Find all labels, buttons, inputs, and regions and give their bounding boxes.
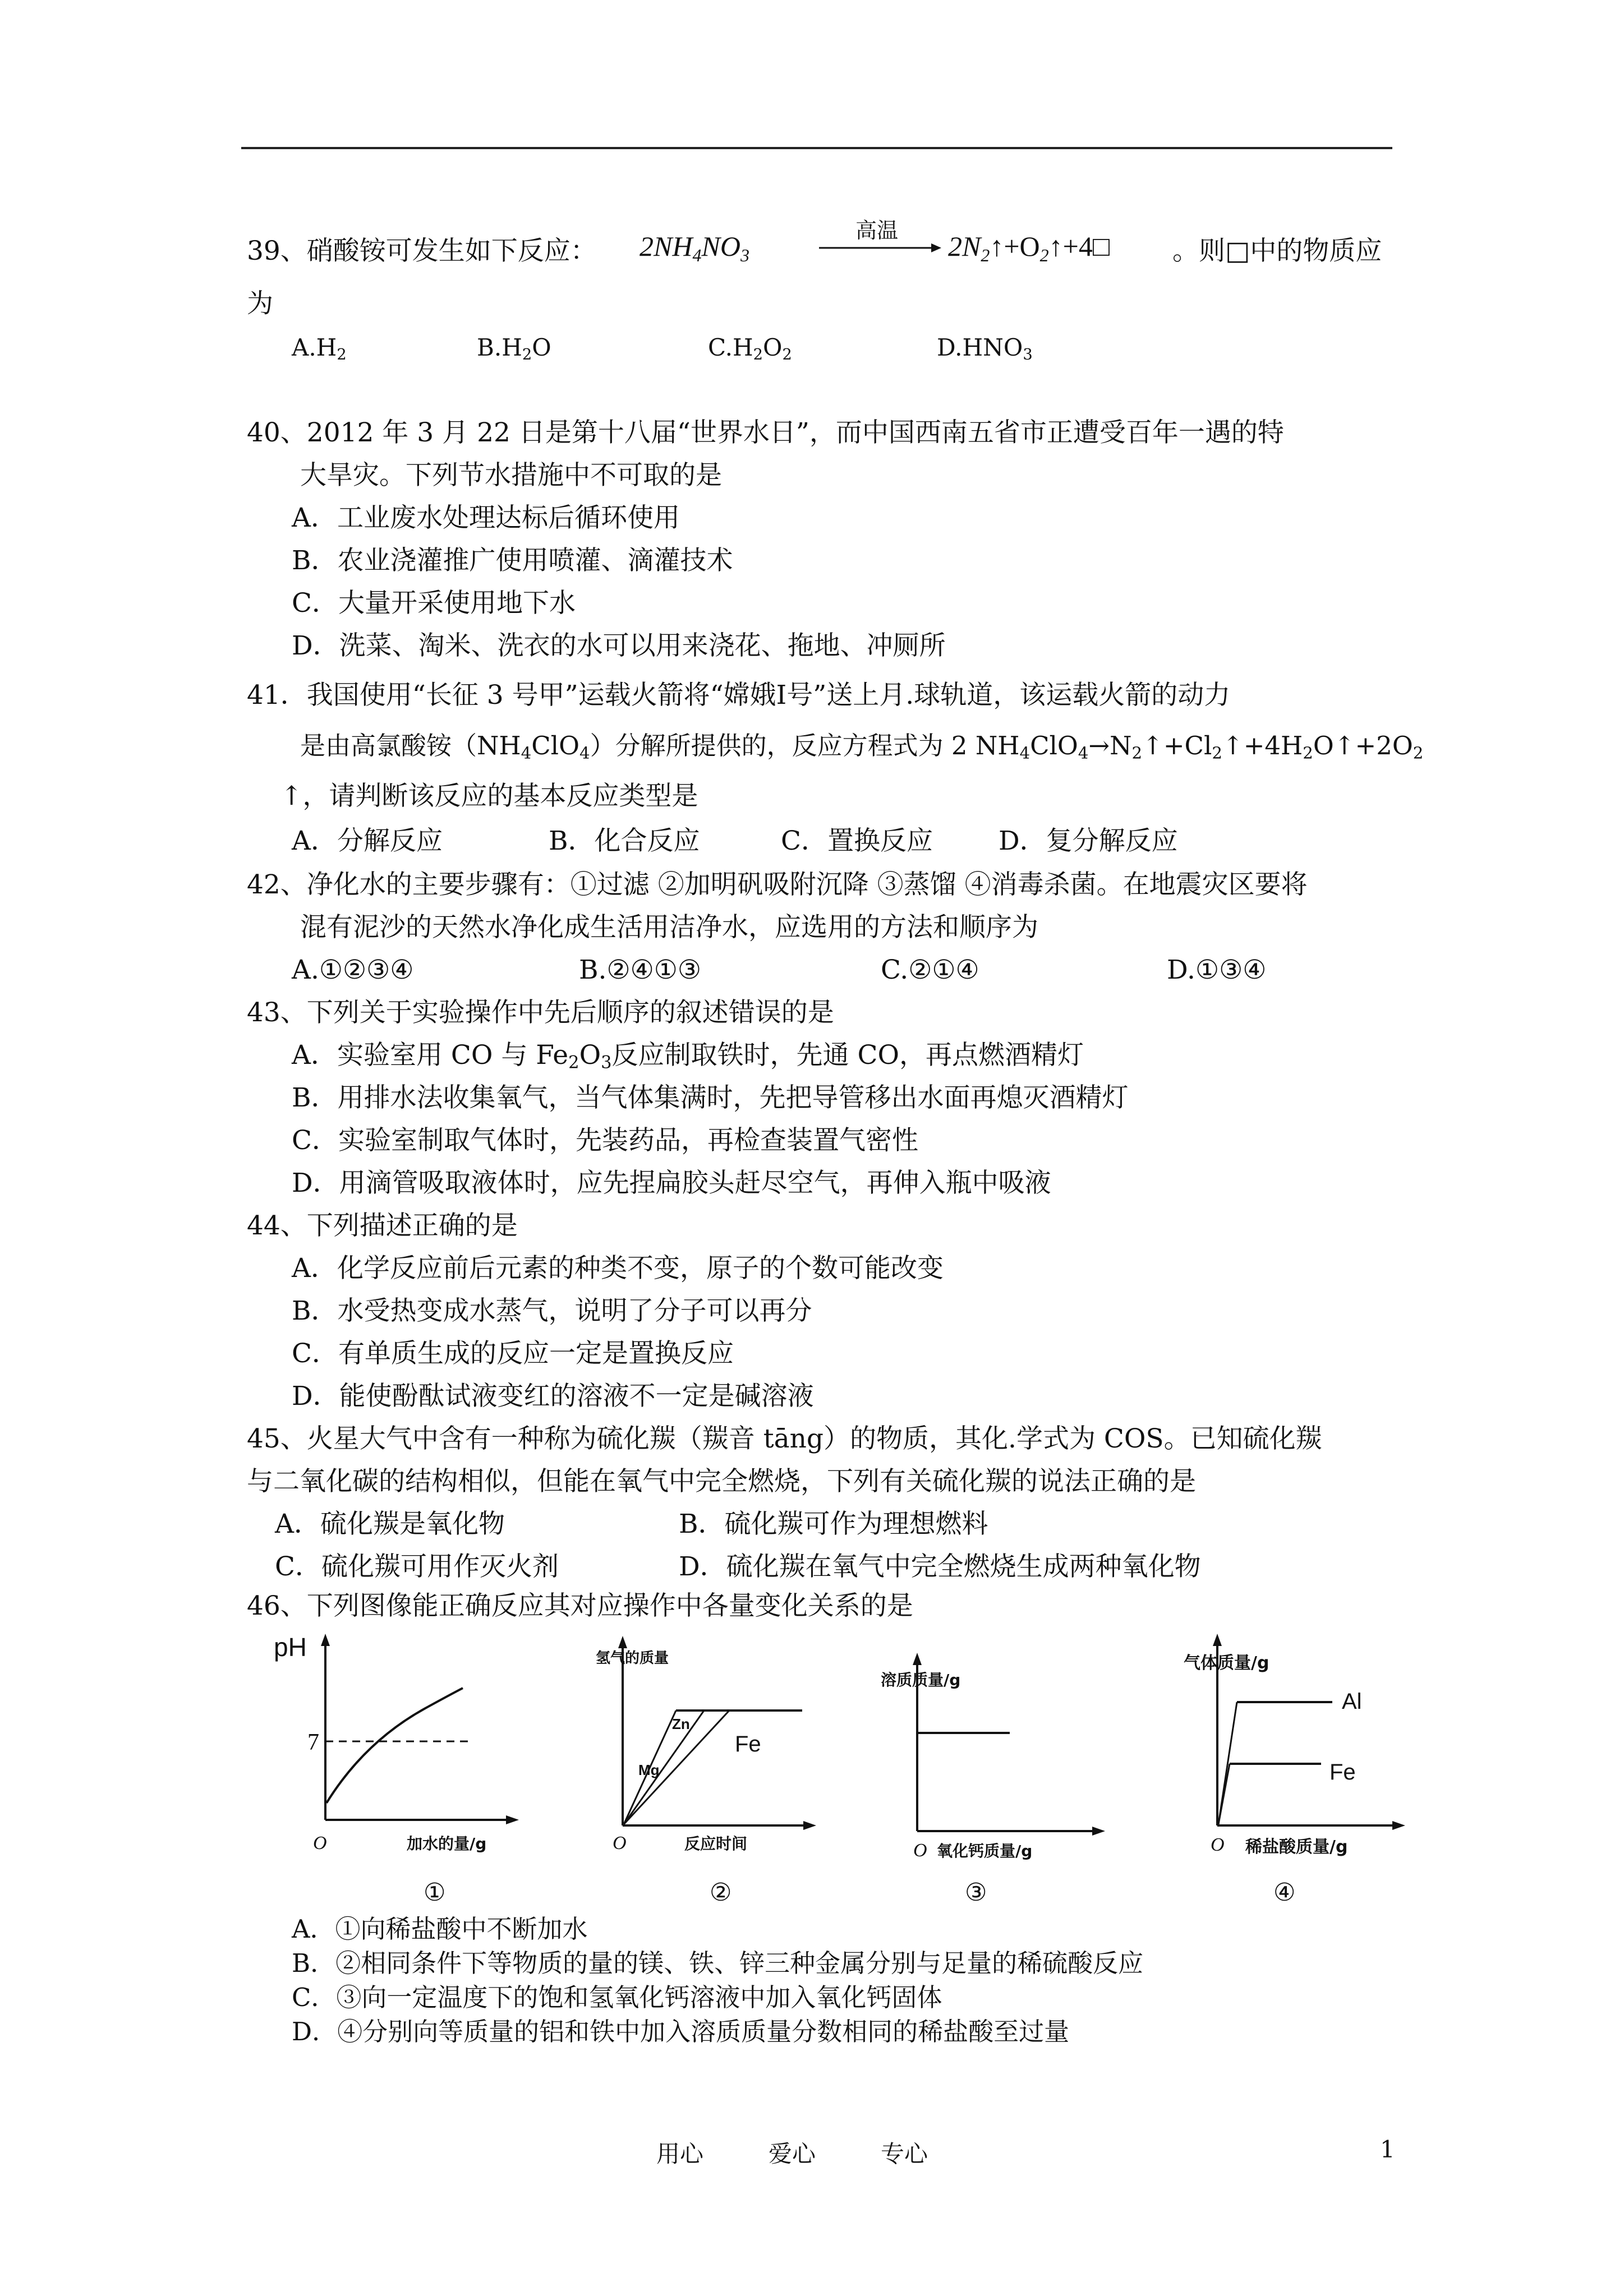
fig4-origin: O — [1211, 1834, 1225, 1855]
q40-stem: 40、2012 年 3 月 22 日是第十八届“世界水日”，而中国西南五省市正遭受百年一遇的特 — [247, 417, 1284, 448]
fig1-tick: 7 — [307, 1730, 319, 1755]
q45-stem-line2: 与二氧化碳的结构相似，但能在氧气中完全燃烧，下列有关硫化羰的说法正确的是 — [247, 1466, 1196, 1497]
fig2-label-mg: Mg — [638, 1762, 660, 1778]
q43-stem: 43、下列关于实验操作中先后顺序的叙述错误的是 — [247, 997, 834, 1028]
fig4-label-al: Al — [1342, 1689, 1362, 1714]
fig2-xlabel: 反应时间 — [684, 1834, 748, 1853]
fig4-xlabel: 稀盐酸质量/g — [1245, 1837, 1348, 1857]
q45-option-c: C．硫化羰可用作灭火剂 — [275, 1551, 559, 1582]
footer-item-1: 用心 — [656, 2140, 704, 2168]
q43-option-b: B．用排水法收集氧气，当气体集满时，先把导管移出水面再熄灭酒精灯 — [292, 1082, 1129, 1113]
q41-option-a: A．分解反应 — [292, 826, 443, 856]
q41-option-b: B．化合反应 — [549, 826, 700, 856]
fig3-number: ③ — [965, 1878, 987, 1907]
header-rule — [241, 147, 1392, 149]
figure-1 — [264, 1629, 522, 1876]
q42-option-b: B.②④①③ — [579, 955, 702, 985]
fig2-label-fe: Fe — [735, 1732, 761, 1756]
q42-stem-line2: 混有泥沙的天然水净化成生活用洁净水，应选用的方法和顺序为 — [300, 912, 1038, 943]
q42-option-a: A.①②③④ — [292, 955, 414, 985]
q40-option-b: B．农业浇灌推广使用喷灌、滴灌技术 — [292, 545, 733, 576]
q39-option-d: $D.HNO_3$ — [937, 334, 1033, 363]
fig1-ylabel: pH — [274, 1633, 307, 1662]
q46-option-c: C．③向一定温度下的饱和氢氧化钙溶液中加入氧化钙固体 — [292, 1983, 942, 2012]
figure-4 — [1161, 1629, 1408, 1876]
fig2-ylabel: 氢气的质量 — [596, 1650, 669, 1667]
q41-stem: 41．我国使用“长征 3 号甲”运载火箭将“嫦娥Ⅰ号”送上月.球轨道，该运载火箭的动力 — [247, 680, 1231, 711]
q42-option-d: D.①③④ — [1167, 955, 1267, 985]
fig1-origin: O — [313, 1833, 327, 1854]
q41-option-c: C．置换反应 — [781, 826, 933, 856]
q45-option-b: B．硫化羰可作为理想燃料 — [679, 1509, 988, 1539]
q39-stem: 39、硝酸铵可发生如下反应： — [247, 236, 597, 266]
q44-stem: 44、下列描述正确的是 — [247, 1210, 518, 1241]
fig2-number: ② — [710, 1878, 732, 1907]
svg-text:2N2↑+O2↑+4□: $2N_2↑+O_2↑+4□$ — [948, 230, 1110, 265]
q46-stem: 46、下列图像能正确反应其对应操作中各量变化关系的是 — [247, 1590, 913, 1621]
q39-stem-line2: 为 — [247, 288, 273, 319]
q41-stem-line3: ↑，请判断该反应的基本反应类型是 — [280, 781, 698, 812]
q43-option-d: D．用滴管吸取液体时，应先捏扁胶头赶尽空气，再伸入瓶中吸液 — [292, 1168, 1051, 1198]
q40-stem-line2: 大旱灾。下列节水措施中不可取的是 — [300, 460, 722, 491]
q43-option-c: C．实验室制取气体时，先装药品，再检查装置气密性 — [292, 1125, 918, 1156]
figure-3 — [875, 1629, 1111, 1876]
footer-item-2: 爱心 — [769, 2140, 816, 2168]
q40-option-c: C．大量开采使用地下水 — [292, 588, 576, 619]
fig4-ylabel: 气体质量/g — [1184, 1653, 1269, 1673]
fig1-number: ① — [424, 1878, 446, 1907]
q44-option-d: D．能使酚酞试液变红的溶液不一定是碱溶液 — [292, 1381, 814, 1412]
eq-rhs: 2N — [948, 230, 981, 262]
eq-lhs: 2NH — [640, 230, 693, 262]
fig2-label-zn: Zn — [672, 1716, 690, 1732]
q44-option-a: A．化学反应前后元素的种类不变，原子的个数可能改变 — [292, 1253, 944, 1284]
q46-option-b: B．②相同条件下等物质的量的镁、铁、锌三种金属分别与足量的稀硫酸反应 — [292, 1948, 1144, 1978]
q46-option-a: A．①向稀盐酸中不断加水 — [292, 1914, 588, 1944]
eq-condition: 高温 — [855, 218, 899, 243]
q39-option-b: $B.H_2O$ — [477, 334, 551, 363]
footer-item-3: 专心 — [881, 2140, 928, 2168]
page-number: 1 — [1380, 2136, 1395, 2163]
q41-option-d: D．复分解反应 — [999, 826, 1178, 856]
fig2-origin: O — [613, 1833, 627, 1854]
q46-option-d: D．④分别向等质量的铝和铁中加入溶质质量分数相同的稀盐酸至过量 — [292, 2017, 1070, 2046]
figure-2 — [583, 1629, 819, 1876]
q44-option-b: B．水受热变成水蒸气，说明了分子可以再分 — [292, 1295, 812, 1326]
svg-text:2NH4NO3: $2NH_4NO_3$ — [640, 230, 749, 265]
q42-option-c: C.②①④ — [881, 955, 979, 985]
q43-option-a: A．实验室用 CO 与 $Fe_2O_3$反应制取铁时，先通 CO，再点燃酒精灯 — [292, 1040, 1084, 1073]
fig4-number: ④ — [1273, 1878, 1296, 1907]
fig1-xlabel: 加水的量/g — [407, 1834, 487, 1853]
q45-stem: 45、火星大气中含有一种称为硫化羰（羰音 tāng）的物质，其化.学式为 COS。已知硫化羰 — [247, 1423, 1322, 1454]
fig4-label-fe: Fe — [1329, 1760, 1356, 1785]
fig3-origin: O — [913, 1840, 927, 1861]
q39-option-c: $C.H_2O_2$ — [708, 334, 792, 363]
q40-option-d: D．洗菜、淘米、洗衣的水可以用来浇花、拖地、冲厕所 — [292, 630, 946, 661]
q39-stem-after: 。则□中的物质应 — [1172, 236, 1382, 266]
q42-stem: 42、净化水的主要步骤有：①过滤 ②加明矾吸附沉降 ③蒸馏 ④消毒杀菌。在地震灾区要将 — [247, 869, 1308, 900]
q44-option-c: C．有单质生成的反应一定是置换反应 — [292, 1338, 734, 1369]
q39-equation — [634, 211, 1172, 273]
q39-option-a: $A.H_2$ — [292, 334, 347, 363]
q45-option-a: A．硫化羰是氧化物 — [275, 1509, 505, 1539]
q40-option-a: A．工业废水处理达标后循环使用 — [292, 502, 680, 533]
fig3-ylabel: 溶质质量/g — [881, 1671, 961, 1689]
q45-option-d: D．硫化羰在氧气中完全燃烧生成两种氧化物 — [679, 1551, 1201, 1582]
q41-stem-line2: 是由高氯酸铵$(NH_4ClO_4)$分解所提供的，反应方程式为 2 $NH_4ClO_4\to N_2↑+Cl_2↑+4H_2O↑+2O_2$ — [300, 731, 1424, 763]
fig3-xlabel: 氧化钙质量/g — [937, 1842, 1033, 1860]
